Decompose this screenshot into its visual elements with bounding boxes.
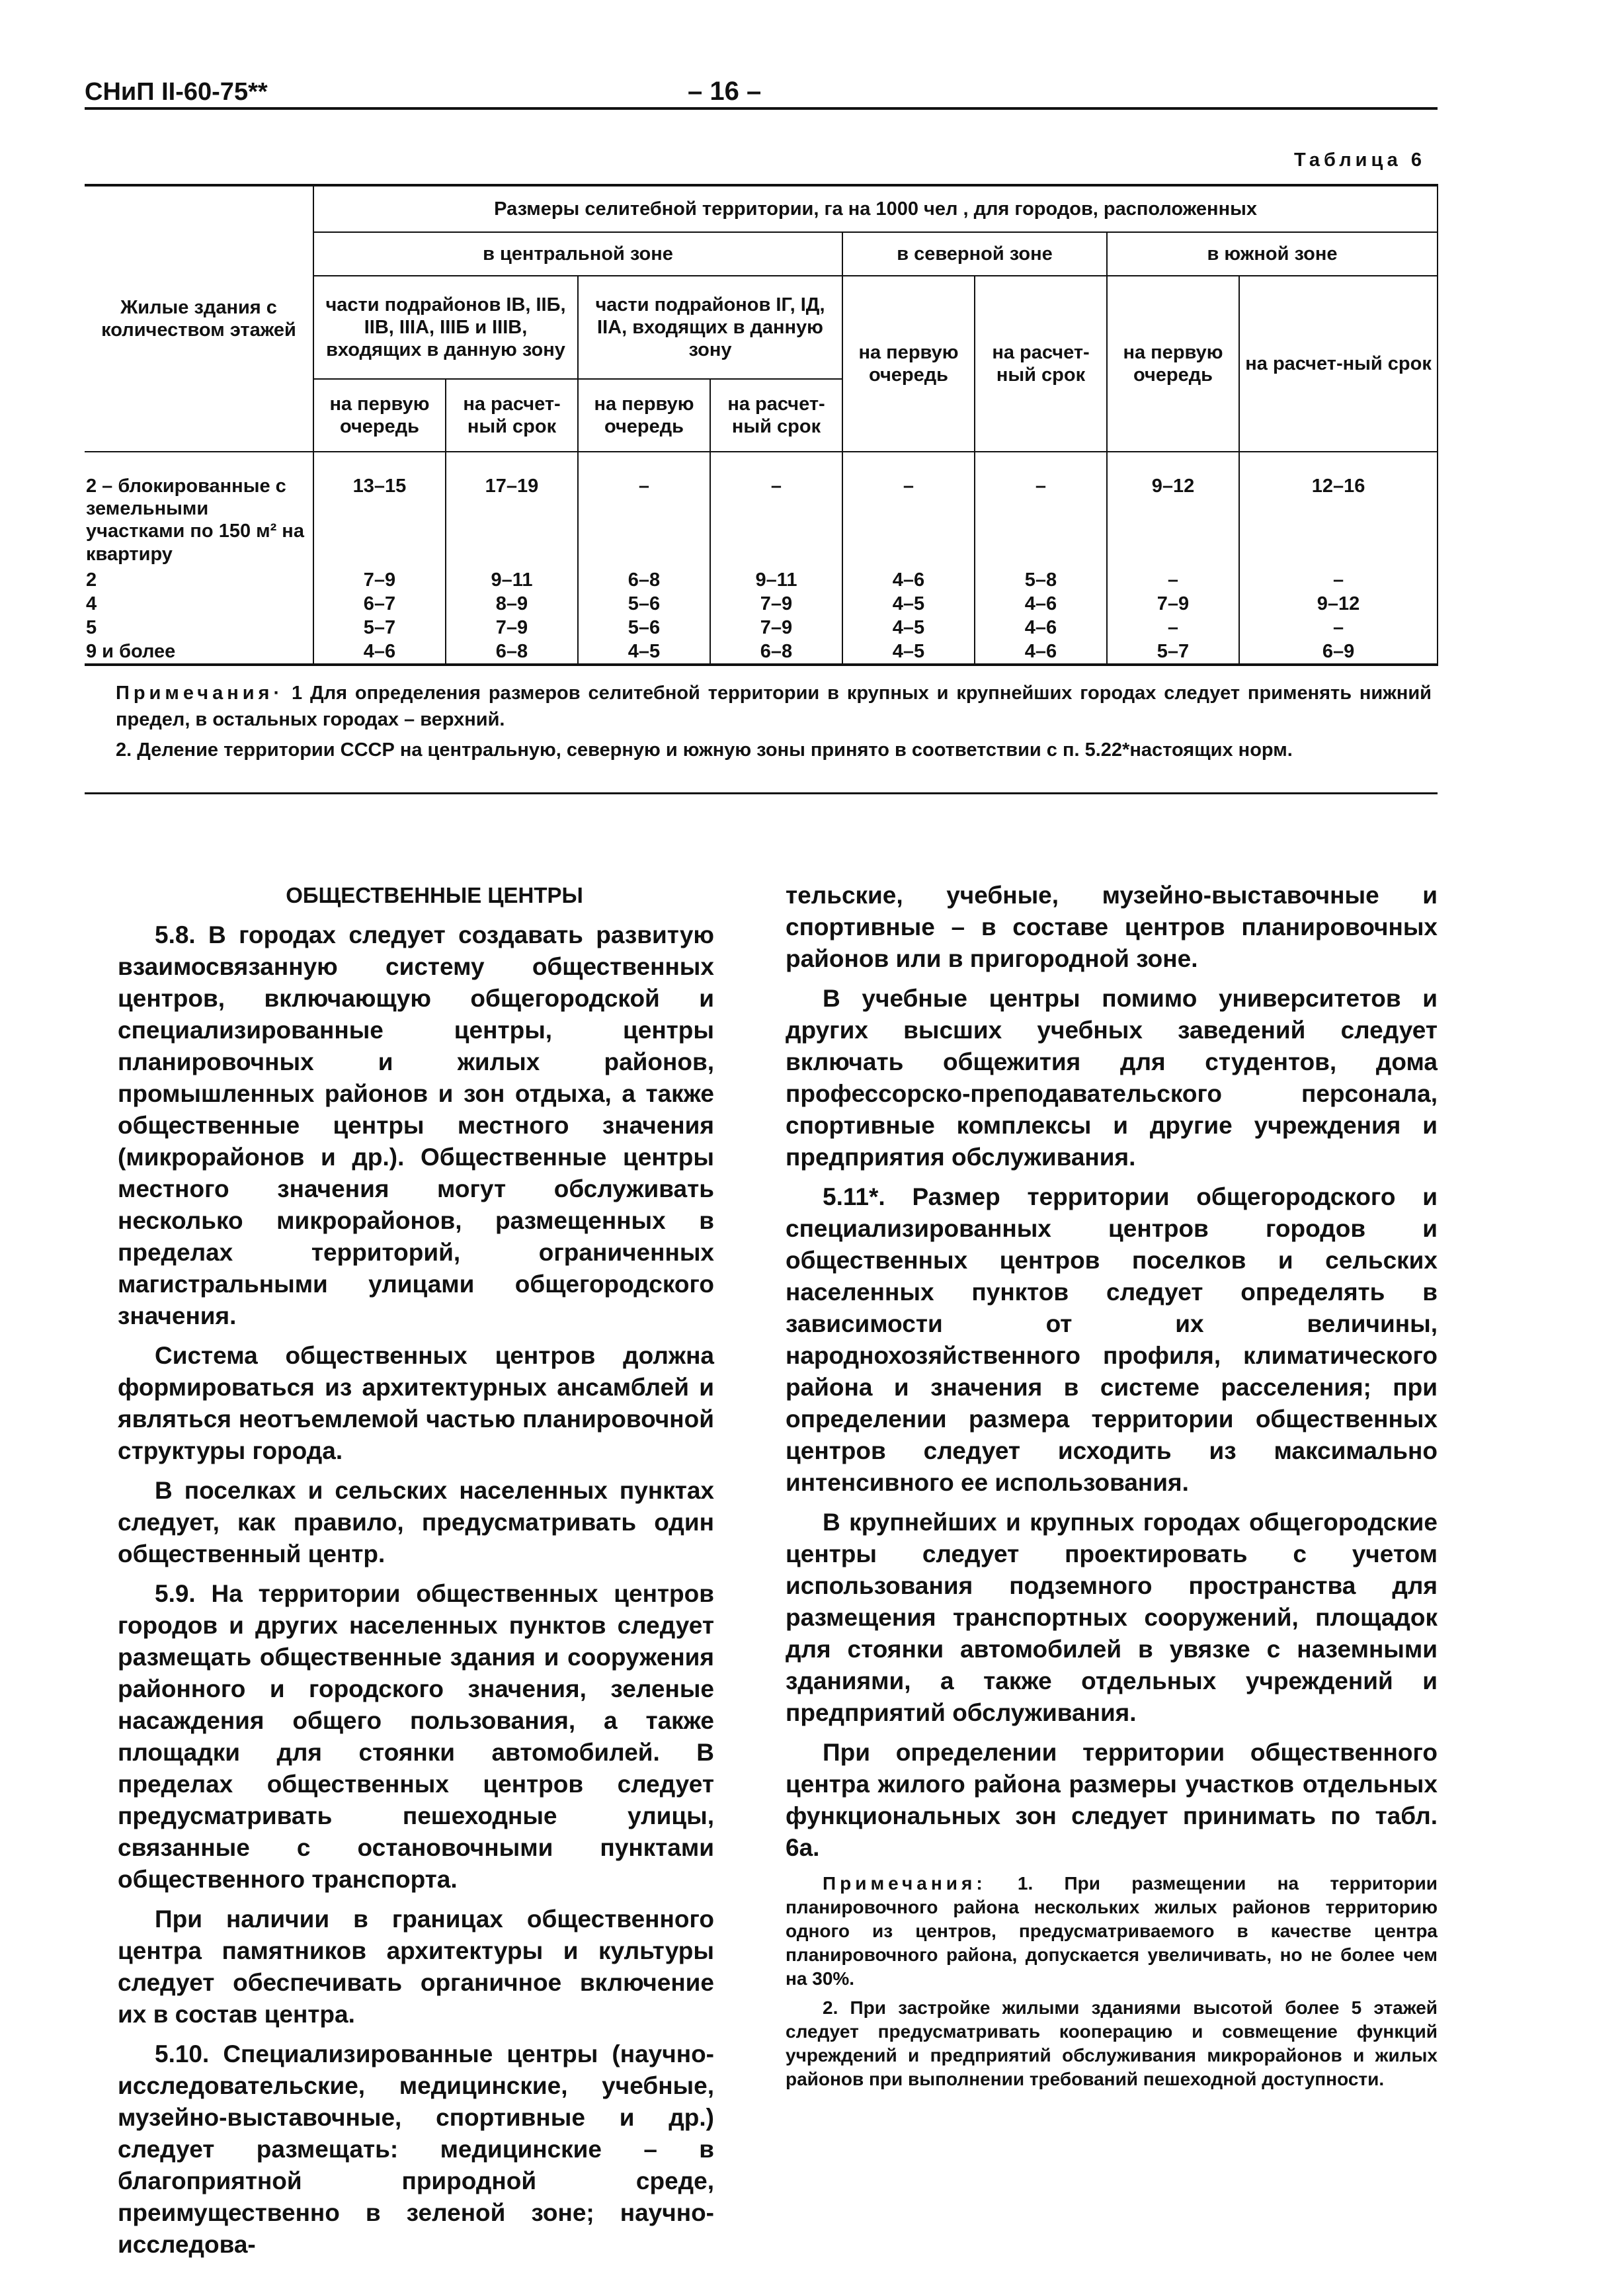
zone-south-header: в южной зоне bbox=[1107, 232, 1438, 276]
section-title: ОБЩЕСТВЕННЫЕ ЦЕНТРЫ bbox=[286, 883, 583, 907]
paragraph: В учебные центры помимо университетов и других высших учебных заведений следует включать общежития для студентов, дома профессорско-преподавательского персонала, спортивные комплексы и другие учреждения и предприятия обслуживания. bbox=[786, 985, 1438, 1171]
south-design-term-header: на расчет-ный срок bbox=[1239, 276, 1438, 452]
table-notes-label: Примечания· bbox=[116, 683, 284, 704]
table-cell: 6–9 bbox=[1239, 640, 1438, 665]
table-cell: 7–9 bbox=[313, 568, 446, 592]
central-subgroup-a: части подрайонов IВ, IIБ, IIВ, IIIА, IIIБ и IIIВ, входящих в данную зону bbox=[313, 276, 578, 379]
table-cell: – bbox=[975, 452, 1107, 568]
table-cell: 5–6 bbox=[578, 616, 710, 640]
table-cell: 4–5 bbox=[578, 640, 710, 665]
north-design-term-header: на расчет-ный срок bbox=[975, 276, 1107, 452]
table-cell: 7–9 bbox=[1107, 592, 1239, 616]
table-cell: 13–15 bbox=[313, 452, 446, 568]
table-cell: – bbox=[578, 452, 710, 568]
row-label: 5 bbox=[85, 616, 313, 640]
paragraph: 5.10. Специализированные центры (научно-исследовательские, медицинские, учебные, музейно-выставочные, спортивные и др.) следует размещать: медицинские – в благоприятной природной среде, преимущественно в зеленой зоне; научно-исследова- bbox=[118, 2040, 714, 2258]
right-notes-label: Примечания: bbox=[823, 1873, 987, 1894]
table-note-1: 1 Для определения размеров селитебной территории в крупных и крупнейших городах следует применять нижний предел, в остальных городах – верхний. bbox=[116, 683, 1432, 730]
left-text-column bbox=[118, 880, 714, 2269]
table-cell: 5–8 bbox=[975, 568, 1107, 592]
central-b-first-stage-header: на первую очередь bbox=[578, 379, 710, 452]
table-cell: 4–5 bbox=[842, 616, 975, 640]
table-cell: 6–8 bbox=[578, 568, 710, 592]
table-cell: 5–6 bbox=[578, 592, 710, 616]
row-label: 2 – блокированные с земельными участками по 150 м² на квартиру bbox=[85, 452, 313, 568]
table-cell: 4–5 bbox=[842, 640, 975, 665]
right-note-1 bbox=[786, 1872, 1438, 1991]
central-a-first-stage-header: на первую очередь bbox=[313, 379, 446, 452]
zone-central-header: в центральной зоне bbox=[313, 232, 842, 276]
paragraph: При наличии в границах общественного центра памятников архитектуры и культуры следует обеспечивать органичное включение их в состав центра. bbox=[118, 1905, 714, 2028]
table-cell: 4–6 bbox=[313, 640, 446, 665]
table-notes bbox=[116, 680, 1432, 767]
table-row bbox=[85, 452, 1438, 568]
paragraph: В поселках и сельских населенных пунктах следует, как правило, предусматривать один общественный центр. bbox=[118, 1477, 714, 1567]
settlement-area-table bbox=[85, 184, 1438, 666]
table-cell: 5–7 bbox=[1107, 640, 1239, 665]
table-cell: 4–6 bbox=[842, 568, 975, 592]
table-cell: – bbox=[1107, 616, 1239, 640]
table-cell: 17–19 bbox=[446, 452, 578, 568]
row-label: 4 bbox=[85, 592, 313, 616]
table-row bbox=[85, 616, 1438, 640]
table-row-header: Жилые здания с количеством этажей bbox=[85, 185, 313, 452]
table-cell: 4–6 bbox=[975, 616, 1107, 640]
paragraph: 5.11*. Размер территории общегородского и специализированных центров городов и общественных центров поселков и сельских населенных пунктов следует определять в зависимости от их величины, народнохозяйственного профиля, климатического района и значения в системе расселения; при определении размера территории общественных центров следует исходить из максимально интенсивного ее использования. bbox=[786, 1183, 1438, 1496]
right-note-1-text: 1. При размещении на территории планировочного района нескольких жилых районов территорию одного из центров, предусматриваемого в качестве центра планировочного района, допускается увеличивать, но не более чем на 30%. bbox=[786, 1873, 1438, 1989]
table-cell: 9–11 bbox=[710, 568, 842, 592]
table-cell: – bbox=[1239, 616, 1438, 640]
table-label: Таблица 6 bbox=[1293, 149, 1426, 171]
table-cell: 6–8 bbox=[446, 640, 578, 665]
paragraph: 5.8. В городах следует создавать развитую взаимосвязанную систему общественных центров, включающую общегородской и специализированные центры, центры планировочных и жилых районов, промышленных районов и зон отдыха, а также общественные центры местного значения (микрорайонов и др.). Общественные центры местного значения могут обслуживать несколько микрорайонов, размещенных в пределах территорий, ограниченных магистральными улицами общегородского значения. bbox=[118, 921, 714, 1329]
page-number: – 16 – bbox=[688, 77, 762, 106]
table-cell: – bbox=[1107, 568, 1239, 592]
table-cell: 5–7 bbox=[313, 616, 446, 640]
central-b-design-term-header: на расчет-ный срок bbox=[710, 379, 842, 452]
table-cell: 7–9 bbox=[446, 616, 578, 640]
table-cell: 4–6 bbox=[975, 640, 1107, 665]
header-rule bbox=[85, 107, 1438, 110]
table-cell: 9–12 bbox=[1107, 452, 1239, 568]
table-cell: 6–7 bbox=[313, 592, 446, 616]
table-row bbox=[85, 640, 1438, 665]
right-text-column bbox=[786, 880, 1438, 2097]
row-label: 2 bbox=[85, 568, 313, 592]
table-cell: 6–8 bbox=[710, 640, 842, 665]
table-cell: 9–11 bbox=[446, 568, 578, 592]
table-cell: 4–6 bbox=[975, 592, 1107, 616]
table-cell: 8–9 bbox=[446, 592, 578, 616]
document-code: СНиП II-60-75** bbox=[85, 78, 268, 106]
paragraph: 5.9. На территории общественных центров городов и других населенных пунктов следует размещать общественные здания и сооружения районного и городского значения, зеленые насаждения общего пользования, а также площадки для стоянки автомобилей. В пределах общественных центров следует предусматривать пешеходные улицы, связанные с остановочными пунктами общественного транспорта. bbox=[118, 1580, 714, 1893]
central-a-design-term-header: на расчет-ный срок bbox=[446, 379, 578, 452]
table-cell: 9–12 bbox=[1239, 592, 1438, 616]
right-note-2: 2. При застройке жилыми зданиями высотой более 5 этажей следует предусматривать кооперацию и совмещение функций учреждений и предприятий обслуживания микрорайонов и жилых районов при выполнении требований пешеходной доступности. bbox=[786, 1997, 1438, 2089]
south-first-stage-header: на первую очередь bbox=[1107, 276, 1239, 452]
table-cell: 7–9 bbox=[710, 592, 842, 616]
table-cell: – bbox=[842, 452, 975, 568]
zone-north-header: в северной зоне bbox=[842, 232, 1107, 276]
central-subgroup-b: части подрайонов IГ, IД, IIА, входящих в данную зону bbox=[578, 276, 842, 379]
table-cell: 7–9 bbox=[710, 616, 842, 640]
north-first-stage-header: на первую очередь bbox=[842, 276, 975, 452]
paragraph: В крупнейших и крупных городах общегородские центры следует проектировать с учетом использования подземного пространства для размещения транспортных сооружений, площадок для стоянки автомобилей в увязке с наземными зданиями, а также отдельных учреждений и предприятий обслуживания. bbox=[786, 1509, 1438, 1726]
paragraph: тельские, учебные, музейно-выставочные и спортивные – в составе центров планировочных районов или в пригородной зоне. bbox=[786, 882, 1438, 972]
paragraph: При определении территории общественного центра жилого района размеры участков отдельных функциональных зон следует принимать по табл. 6а. bbox=[786, 1739, 1438, 1861]
table-cell: – bbox=[1239, 568, 1438, 592]
table-note-2: 2. Деление территории СССР на центральную, северную и южную зоны принято в соответствии с п. 5.22*настоящих норм. bbox=[116, 739, 1293, 761]
table-main-header: Размеры селитебной территории, га на 1000 чел , для городов, расположенных bbox=[313, 185, 1438, 232]
table-cell: 4–5 bbox=[842, 592, 975, 616]
row-label: 9 и более bbox=[85, 640, 313, 665]
paragraph: Система общественных центров должна формироваться из архитектурных ансамблей и являться неотъемлемой частью планировочной структуры города. bbox=[118, 1342, 714, 1464]
table-row bbox=[85, 592, 1438, 616]
table-cell: 12–16 bbox=[1239, 452, 1438, 568]
table-row bbox=[85, 568, 1438, 592]
table-cell: – bbox=[710, 452, 842, 568]
notes-rule bbox=[85, 792, 1438, 794]
